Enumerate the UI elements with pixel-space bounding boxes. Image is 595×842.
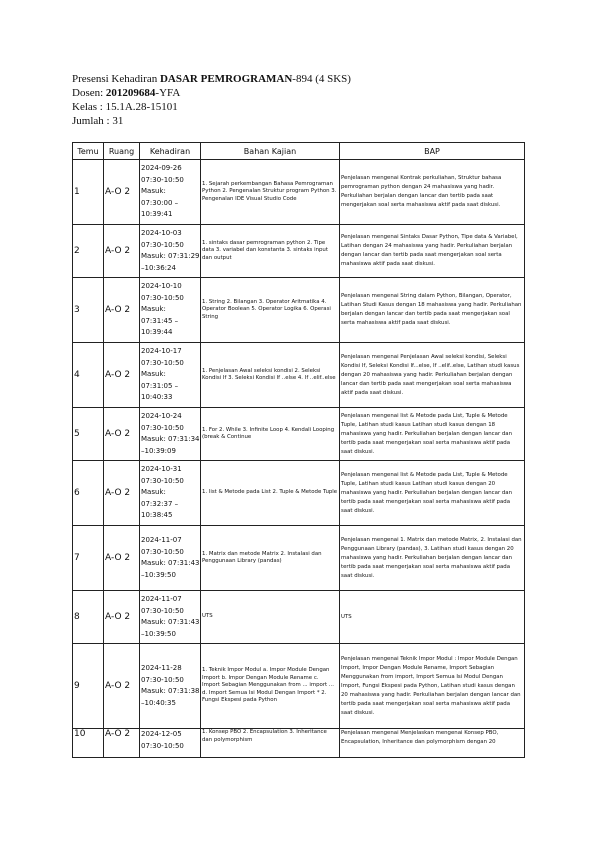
cell-bap: Penjelasan mengenai 1. Matrix dan metode Matrix, 2. Instalasi dan Penggunaan Library (pandas), 3. Latihan studi kasus dengan 20 mahasiswa yang hadir. Perkuliahan berjalan dengan lancar dan tertib pada saat mengerjakan soal serta mahasiswa aktif pada saat diskusi. xyxy=(340,526,525,591)
cell-bahan-kajian: 1. Penjelasan Awal seleksi kondisi 2. Seleksi Kondisi If 3. Seleksi Kondisi If ..else 4. If ..elif..else xyxy=(201,343,340,408)
cell-bahan-kajian: 1. Teknik Impor Modul a. Impor Module Dengan Import b. Impor Dengan Module Rename c. Import Sebagian Menggunakan from ... import ... d. Import Semua Isi Modul Dengan Import * 2. Fungsi Ekspesi pada Python xyxy=(201,644,340,729)
cell-kehadiran xyxy=(140,408,201,461)
column-header-ruang: Ruang xyxy=(104,143,140,160)
cell-ruang: A-O 2 xyxy=(104,526,140,591)
table-row xyxy=(73,644,525,729)
cell-bap: Penjelasan mengenai Teknik Impor Modul : Impor Module Dengan Import, Impor Dengan Module Rename, Import Sebagian Menggunakan from import, Import Semua Isi Modul Dengan Import, Fungsi Ekspesi pada Python, Latihan studi kasus dengan 20 mahasiswa yang hadir. Perkuliahan berjalan dengan lancar dan tertib pada saat mengerjakan soal serta mahasiswa aktif pada saat diskusi. xyxy=(340,644,525,729)
masuk-label: Masuk: xyxy=(141,370,166,379)
column-header-temu: Temu xyxy=(73,143,104,160)
cell-ruang: A-O 2 xyxy=(104,408,140,461)
lecturer-prefix: Dosen: xyxy=(72,87,106,99)
attendance-table xyxy=(72,142,525,758)
cell-ruang: A-O 2 xyxy=(104,343,140,408)
column-header-bahan-kajian: Bahan Kajian xyxy=(201,143,340,160)
cell-temu: 2 xyxy=(73,225,104,278)
cell-bahan-kajian: 1. Konsep PBO 2. Encapsulation 3. Inheritance dan polymorphism xyxy=(201,729,340,758)
cell-bap: Penjelasan mengenai Menjelaskan mengenai Konsep PBO, Encapsulation, Inheritance dan polymorphism dengan 20 xyxy=(340,729,525,758)
date: 2024-09-26 xyxy=(141,164,182,173)
table-row xyxy=(73,408,525,461)
cell-temu: 6 xyxy=(73,461,104,526)
masuk-time: 07:31:05 – xyxy=(141,381,179,390)
masuk-time: 07:32:37 – xyxy=(141,499,179,508)
cell-bahan-kajian: 1. list & Metode pada List 2. Tuple & Metode Tuple xyxy=(201,461,340,526)
masuk-label: Masuk: 07:31:34 xyxy=(141,435,200,443)
masuk-label: Masuk: 07:31:43 xyxy=(141,618,200,626)
masuk-time: 07:31:45 – xyxy=(141,316,179,325)
time-slot: 07:30-10:50 xyxy=(141,606,184,615)
cell-ruang: A-O 2 xyxy=(104,225,140,278)
cell-ruang: A-O 2 xyxy=(104,729,140,758)
cell-temu: 3 xyxy=(73,278,104,343)
cell-ruang: A-O 2 xyxy=(104,591,140,644)
lecturer-line xyxy=(72,86,351,100)
table-row xyxy=(73,591,525,644)
cell-bap: Penjelasan mengenai list & Metode pada List, Tuple & Metode Tuple, Latihan studi kasus Latihan studi kasus dengan 20 mahasiswa yang hadir. Perkuliahan berjalan dengan lancar dan tertib pada saat mengerjakan soal serta mahasiswa aktif pada saat diskusi. xyxy=(340,461,525,526)
masuk-label: Masuk: xyxy=(141,488,166,497)
cell-kehadiran xyxy=(140,591,201,644)
cell-bap: Penjelasan mengenai String dalam Python, Bilangan, Operator, Latihan Studi Kasus dengan 18 mahasiswa yang hadir. Perkuliahan berjalan dengan lancar dan tertib pada saat mengerjakan soal serta mahasiswa aktif pada saat diskusi. xyxy=(340,278,525,343)
cell-bahan-kajian: UTS xyxy=(201,591,340,644)
cell-temu: 5 xyxy=(73,408,104,461)
column-header-kehadiran: Kehadiran xyxy=(140,143,201,160)
date: 2024-10-31 xyxy=(141,465,182,474)
cell-bap: Penjelasan mengenai Penjelasan Awal seleksi kondisi, Seleksi Kondisi If, Seleksi Kondisi If...else, If ..elif..else, Latihan studi kasus dengan 20 mahasiswa yang hadir. Perkuliahan berjalan dengan lancar dan tertib pada saat mengerjakan soal serta mahasiswa aktif pada saat diskusi. xyxy=(340,343,525,408)
cell-bap: Penjelasan mengenai Kontrak perkuliahan, Struktur bahasa pemrograman python dengan 24 mahasiswa yang hadir. Perkuliahan berjalan dengan lancar dan tertib pada saat mengerjakan soal serta mahasiswa aktif pada saat diskusi. xyxy=(340,160,525,225)
time-slot: 07:30-10:50 xyxy=(141,675,184,684)
lecturer-suffix: -YFA xyxy=(155,87,181,99)
cell-bahan-kajian: 1. String 2. Bilangan 3. Operator Aritmatika 4. Operator Boolean 5. Operator Logika 6. Operasi String xyxy=(201,278,340,343)
masuk-label: Masuk: 07:31:38 xyxy=(141,687,200,695)
time-slot: 07:30-10:50 xyxy=(141,240,184,249)
lecturer-id: 201209684 xyxy=(105,87,156,99)
class-line: Kelas : 15.1A.28-15101 xyxy=(72,101,178,113)
masuk-label: Masuk: 07:31:29 xyxy=(141,252,200,260)
table-row xyxy=(73,461,525,526)
date: 2024-10-03 xyxy=(141,229,182,237)
cell-ruang: A-O 2 xyxy=(104,461,140,526)
masuk-time: –10:39:50 xyxy=(141,629,176,638)
masuk-end: 10:39:44 xyxy=(141,328,173,337)
report-header xyxy=(72,72,351,128)
cell-bahan-kajian: 1. For 2. While 3. Infinite Loop 4. Kendali Looping (break & Continue xyxy=(201,408,340,461)
masuk-time: –10:36:24 xyxy=(141,263,176,272)
time-slot: 07:30-10:50 xyxy=(141,293,184,302)
cell-kehadiran xyxy=(140,729,201,758)
table-header-row xyxy=(73,143,525,160)
masuk-end: 10:38:45 xyxy=(141,511,173,520)
table-row xyxy=(73,729,525,758)
table-row xyxy=(73,343,525,408)
cell-bap: Penjelasan mengenai list & Metode pada List, Tuple & Metode Tuple, Latihan studi kasus Latihan studi kasus dengan 18 mahasiswa yang hadir. Perkuliahan berjalan dengan lancar dan tertib pada saat mengerjakan soal serta mahasiswa aktif pada saat diskusi. xyxy=(340,408,525,461)
cell-bap: Penjelasan mengenai Sintaks Dasar Python, Tipe data & Variabel, Latihan dengan 24 mahasiswa yang hadir. Perkuliahan berjalan dengan lancar dan tertib pada saat mengerjakan soal serta mahasiswa aktif pada saat diskusi. xyxy=(340,225,525,278)
cell-bap: UTS xyxy=(340,591,525,644)
time-slot: 07:30-10:50 xyxy=(141,476,184,485)
table-row xyxy=(73,526,525,591)
date: 2024-12-05 xyxy=(141,730,182,738)
cell-kehadiran xyxy=(140,160,201,225)
course-name: DASAR PEMROGRAMAN xyxy=(159,73,293,85)
masuk-label: Masuk: xyxy=(141,305,166,314)
date: 2024-11-28 xyxy=(141,664,182,672)
cell-temu: 9 xyxy=(73,644,104,729)
date: 2024-11-07 xyxy=(141,536,182,544)
cell-ruang: A-O 2 xyxy=(104,278,140,343)
date: 2024-10-10 xyxy=(141,282,182,291)
cell-temu: 4 xyxy=(73,343,104,408)
column-header-bap: BAP xyxy=(340,143,525,160)
table-row xyxy=(73,160,525,225)
report-title-line xyxy=(72,72,351,86)
masuk-label: Masuk: xyxy=(141,187,166,196)
date: 2024-10-24 xyxy=(141,412,182,420)
cell-temu: 1 xyxy=(73,160,104,225)
cell-kehadiran xyxy=(140,644,201,729)
time-slot: 07:30-10:50 xyxy=(141,358,184,367)
date: 2024-11-07 xyxy=(141,595,182,603)
time-slot: 07:30-10:50 xyxy=(141,547,184,556)
cell-ruang: A-O 2 xyxy=(104,160,140,225)
masuk-time: 07:30:00 – xyxy=(141,198,179,207)
table-row xyxy=(73,225,525,278)
cell-temu: 7 xyxy=(73,526,104,591)
masuk-end: 10:40:33 xyxy=(141,393,173,402)
time-slot: 07:30-10:50 xyxy=(141,423,184,432)
cell-kehadiran xyxy=(140,225,201,278)
masuk-end: 10:39:41 xyxy=(141,210,173,219)
cell-kehadiran xyxy=(140,526,201,591)
cell-temu: 10 xyxy=(73,729,104,758)
cell-kehadiran xyxy=(140,278,201,343)
masuk-label: Masuk: 07:31:43 xyxy=(141,559,200,567)
cell-bahan-kajian: 1. sintaks dasar pemrograman python 2. Tipe data 3. variabel dan konstanta 3. sintaks input dan output xyxy=(201,225,340,278)
cell-ruang: A-O 2 xyxy=(104,644,140,729)
masuk-time: –10:39:50 xyxy=(141,570,176,579)
cell-kehadiran xyxy=(140,343,201,408)
title-prefix: Presensi Kehadiran xyxy=(72,73,160,85)
cell-kehadiran xyxy=(140,461,201,526)
date: 2024-10-17 xyxy=(141,347,182,356)
cell-temu: 8 xyxy=(73,591,104,644)
time-slot: 07:30-10:50 xyxy=(141,741,184,750)
time-slot: 07:30-10:50 xyxy=(141,175,184,184)
masuk-time: –10:39:09 xyxy=(141,446,176,455)
count-line: Jumlah : 31 xyxy=(72,115,124,127)
masuk-time: –10:40:35 xyxy=(141,698,176,707)
cell-bahan-kajian: 1. Matrix dan metode Matrix 2. Instalasi dan Penggunaan Library (pandas) xyxy=(201,526,340,591)
table-row xyxy=(73,278,525,343)
course-code: -894 (4 SKS) xyxy=(292,73,351,85)
cell-bahan-kajian: 1. Sejarah perkembangan Bahasa Pemrograman Python 2. Pengenalan Struktur program Python 3. Pengenalan IDE Visual Studio Code xyxy=(201,160,340,225)
